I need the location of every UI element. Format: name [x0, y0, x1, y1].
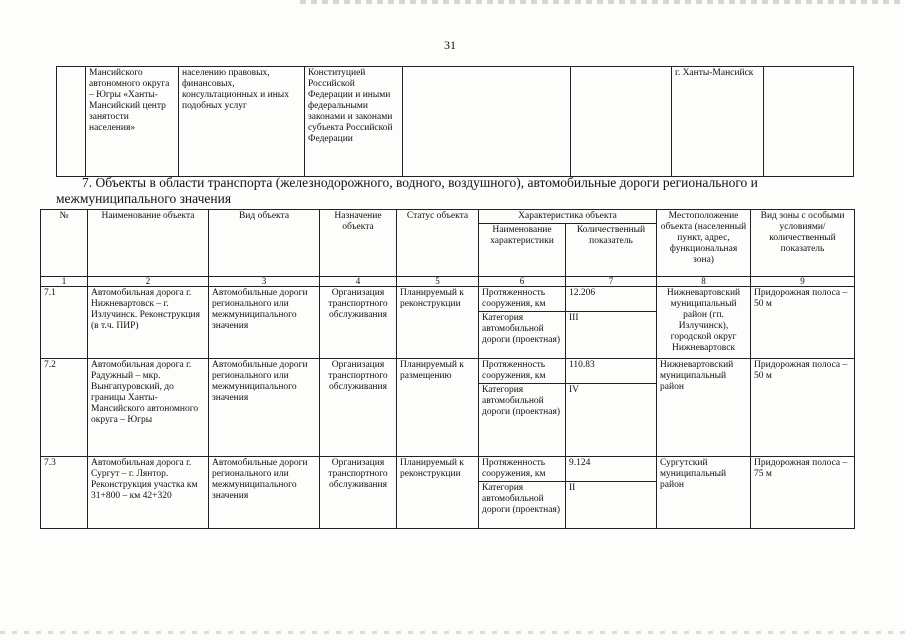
col-number: 8 — [657, 277, 751, 287]
header-zone: Вид зоны с особыми условиями/ количественный показатель — [751, 210, 855, 277]
row-kind: Автомобильные дороги регионального или межмуниципального значения — [209, 359, 320, 457]
table-row — [41, 287, 855, 312]
row-char2-value: III — [566, 312, 657, 359]
row-name: Автомобильная дорога г. Сургут – г. Лянтор. Реконструкция участка км 31+800 – км 42+320 — [88, 457, 209, 529]
row-char1-value: 12.206 — [566, 287, 657, 312]
cell-kind: населению правовых, финансовых, консультационных и иных подобных услуг — [179, 67, 305, 177]
row-num: 7.2 — [41, 359, 88, 457]
cell-status — [403, 67, 571, 177]
row-zone: Придорожная полоса – 50 м — [751, 359, 855, 457]
col-number: 6 — [479, 277, 566, 287]
row-kind: Автомобильные дороги регионального или межмуниципального значения — [209, 457, 320, 529]
row-char1-name: Протяженность сооружения, км — [479, 287, 566, 312]
scan-artifact-bottom — [0, 631, 905, 634]
row-char1-name: Протяженность сооружения, км — [479, 457, 566, 482]
row-status: Планируемый к размещению — [397, 359, 479, 457]
row-status: Планируемый к реконструкции — [397, 287, 479, 359]
cell-zone — [764, 67, 854, 177]
row-char2-name: Категория автомобильной дороги (проектная) — [479, 482, 566, 529]
table-row — [41, 359, 855, 384]
col-number: 7 — [566, 277, 657, 287]
header-char-value: Количественный показатель — [566, 224, 657, 277]
scan-artifact-top — [300, 0, 900, 4]
header-char-name: Наименование характеристики — [479, 224, 566, 277]
table-row — [41, 457, 855, 482]
row-char2-name: Категория автомобильной дороги (проектная) — [479, 312, 566, 359]
cell-num — [57, 67, 86, 177]
row-char2-value: II — [566, 482, 657, 529]
table-row — [57, 67, 854, 177]
col-number: 2 — [88, 277, 209, 287]
continuation-table — [56, 66, 854, 177]
row-location: Нижневартовский муниципальный район — [657, 359, 751, 457]
page-number: 31 — [444, 38, 456, 52]
cell-name: Мансийского автономного округа – Югры «Ханты-Мансийский центр занятости населения» — [86, 67, 179, 177]
header-status: Статус объекта — [397, 210, 479, 277]
row-zone: Придорожная полоса – 50 м — [751, 287, 855, 359]
cell-location: г. Ханты-Мансийск — [672, 67, 764, 177]
col-number: 9 — [751, 277, 855, 287]
row-char2-value: IV — [566, 384, 657, 457]
row-kind: Автомобильные дороги регионального или межмуниципального значения — [209, 287, 320, 359]
header-name: Наименование объекта — [88, 210, 209, 277]
transport-objects-table — [40, 209, 855, 529]
column-numbers-row — [41, 277, 855, 287]
cell-characteristics — [571, 67, 672, 177]
row-name: Автомобильная дорога г. Нижневартовск – г. Излучинск. Реконструкция (в т.ч. ПИР) — [88, 287, 209, 359]
cell-purpose: Конституцией Российской Федерации и иными федеральными законами и законами субъекта Российской Федерации — [305, 67, 403, 177]
row-num: 7.3 — [41, 457, 88, 529]
row-location: Сургутский муниципальный район — [657, 457, 751, 529]
section-title: 7. Объекты в области транспорта (железнодорожного, водного, воздушного), автомобильные дороги регионального и — [82, 175, 758, 190]
row-char2-name: Категория автомобильной дороги (проектная) — [479, 384, 566, 457]
header-purpose: Назначение объекта — [320, 210, 397, 277]
row-purpose: Организация транспортного обслуживания — [320, 359, 397, 457]
row-zone: Придорожная полоса – 75 м — [751, 457, 855, 529]
header-num: № — [41, 210, 88, 277]
row-location: Нижневартовский муниципальный район (гп. Излучинск), городской округ Нижневартовск — [657, 287, 751, 359]
col-number: 3 — [209, 277, 320, 287]
row-purpose: Организация транспортного обслуживания — [320, 287, 397, 359]
row-num: 7.1 — [41, 287, 88, 359]
header-characteristics: Характеристика объекта — [479, 210, 657, 224]
row-status: Планируемый к реконструкции — [397, 457, 479, 529]
header-location: Местоположение объекта (населенный пункт, адрес, функциональная зона) — [657, 210, 751, 277]
col-number: 1 — [41, 277, 88, 287]
row-char1-value: 9.124 — [566, 457, 657, 482]
row-char1-name: Протяженность сооружения, км — [479, 359, 566, 384]
row-char1-value: 110.83 — [566, 359, 657, 384]
section-title-continued: межмуниципального значения — [56, 191, 232, 206]
header-kind: Вид объекта — [209, 210, 320, 277]
col-number: 4 — [320, 277, 397, 287]
row-name: Автомобильная дорога г. Радужный – мкр. Вынгапуровский, до границы Ханты-Мансийского автономного округа – Югры — [88, 359, 209, 457]
header-row — [41, 210, 855, 224]
col-number: 5 — [397, 277, 479, 287]
row-purpose: Организация транспортного обслуживания — [320, 457, 397, 529]
